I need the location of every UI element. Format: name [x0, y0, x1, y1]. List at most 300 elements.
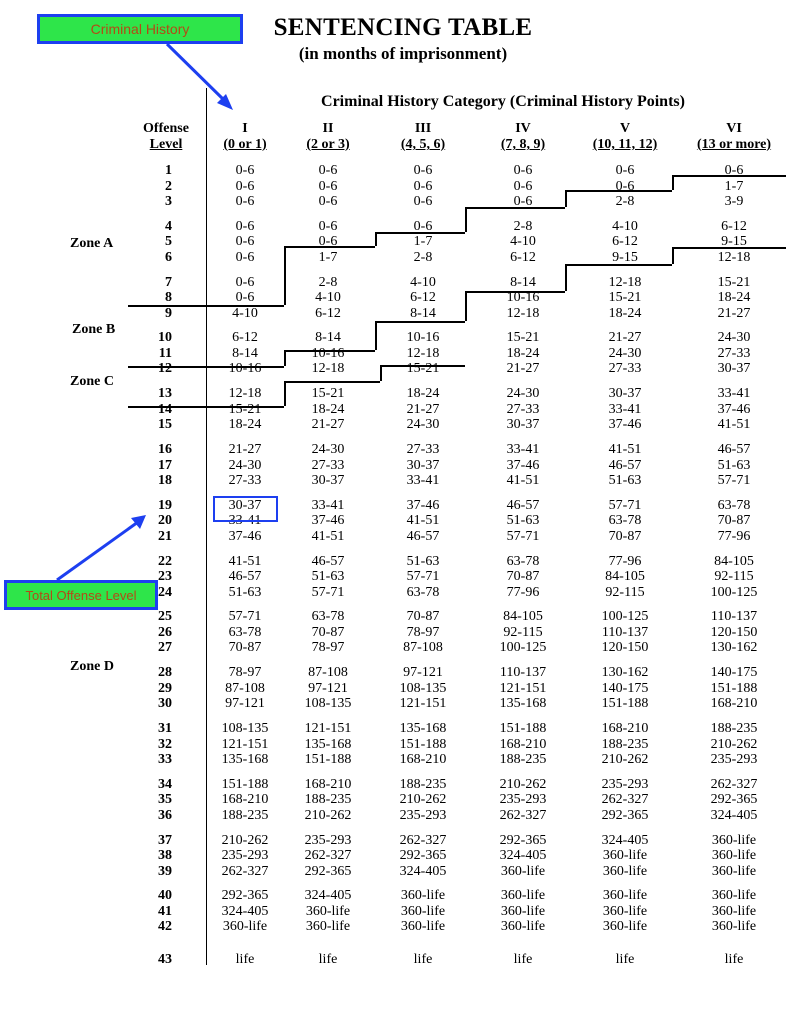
sentence-range-cell: life	[235, 952, 255, 967]
sentence-range-cell: 292-365	[601, 807, 649, 823]
column-points: (2 or 3)	[306, 137, 350, 152]
offense-level-cell: 11	[158, 345, 172, 361]
sentence-range-cell: 324-405	[710, 807, 758, 823]
sentence-range-cell: 10-16	[406, 330, 440, 346]
zone-a-label: Zone A	[70, 236, 114, 251]
offense-level-cell: 29	[158, 680, 172, 696]
offense-level-cell: 3	[165, 194, 172, 209]
sentence-range-cell: 21-27	[506, 361, 540, 377]
column-roman: I	[242, 121, 248, 136]
sentence-range-cell: 9-15	[612, 249, 638, 265]
sentence-range-cell: 135-168	[221, 752, 269, 767]
sentence-range-cell: 15-21	[406, 361, 440, 377]
sentence-range-cell: 235-293	[221, 848, 269, 864]
offense-level-cell: 41	[158, 903, 172, 919]
sentence-range-cell: 360-life	[711, 919, 757, 935]
sentence-range-cell: 360-life	[400, 888, 446, 904]
sentence-range-cell: 121-151	[221, 736, 269, 752]
sentence-range-cell: 120-150	[601, 640, 649, 656]
sentence-range-cell: 135-168	[304, 736, 352, 752]
sentence-range-cell: 110-137	[499, 665, 547, 681]
sentence-range-cell: 12-18	[717, 249, 751, 265]
sentence-range-cell: 97-121	[403, 665, 443, 681]
sentence-range-cell: 2-8	[413, 249, 433, 265]
zone-d-label: Zone D	[70, 659, 114, 674]
sentence-range-cell: 46-57	[717, 442, 751, 457]
sentence-range-cell: 4-10	[410, 274, 436, 290]
sentence-range-cell: 46-57	[608, 457, 642, 473]
column-roman: VI	[726, 121, 742, 136]
sentence-range-cell: 360-life	[711, 888, 757, 904]
sentence-range-cell: 135-168	[399, 721, 447, 736]
offense-level-arrow	[57, 522, 138, 580]
sentence-range-cell: 210-262	[499, 776, 547, 792]
sentence-range-cell: 120-150	[710, 624, 758, 640]
sentence-range-cell: 37-46	[608, 417, 642, 433]
sentence-range-cell: 100-125	[499, 640, 547, 656]
sentence-range-cell: 46-57	[228, 569, 262, 585]
sentence-range-cell: 15-21	[506, 330, 540, 346]
sentence-range-cell: 262-327	[221, 863, 269, 879]
sentence-range-cell: 77-96	[506, 584, 540, 600]
sentence-range-cell: 360-life	[602, 903, 648, 919]
sentence-range-cell: 6-12	[315, 305, 341, 321]
sentence-range-cell: 360-life	[500, 903, 546, 919]
sentence-range-cell: 168-210	[399, 752, 447, 767]
sentence-range-cell: 0-6	[413, 218, 433, 234]
sentence-range-cell: 0-6	[318, 178, 338, 194]
sentence-range-cell: 0-6	[318, 163, 338, 178]
sentence-range-cell: 15-21	[228, 401, 262, 417]
sentence-range-cell: 0-6	[724, 163, 744, 178]
sentence-range-cell: 33-41	[311, 497, 345, 513]
sentence-range-cell: 210-262	[304, 807, 352, 823]
sentence-range-cell: 18-24	[717, 290, 751, 306]
offense-level-cell: 10	[158, 330, 172, 346]
column-roman: II	[322, 121, 334, 136]
sentence-range-cell: 92-115	[714, 569, 754, 585]
sentence-range-cell: 360-life	[305, 919, 351, 935]
sentence-range-cell: 51-63	[228, 584, 262, 600]
sentence-range-cell: life	[318, 952, 338, 967]
column-points: (10, 11, 12)	[592, 137, 658, 152]
offense-level-cell: 7	[165, 274, 172, 290]
sentence-range-cell: 12-18	[228, 386, 262, 402]
offense-level-cell: 19	[158, 497, 172, 513]
sentence-range-cell: 41-51	[608, 442, 642, 457]
column-header-vi	[674, 121, 794, 153]
sentence-range-cell: 2-8	[318, 274, 338, 290]
sentence-range-cell: 110-137	[601, 624, 649, 640]
sentence-range-cell: 121-151	[304, 721, 352, 736]
sentence-range-cell: 78-97	[311, 640, 345, 656]
column-header-v	[565, 121, 685, 153]
sentence-range-cell: 235-293	[499, 792, 547, 808]
sentence-range-cell: 360-life	[500, 863, 546, 879]
sentence-range-cell: 0-6	[235, 249, 255, 265]
sentence-range-cell: 21-27	[311, 417, 345, 433]
sentence-range-cell: 324-405	[221, 903, 269, 919]
sentence-range-cell: 100-125	[710, 584, 758, 600]
sentence-range-cell: 24-30	[311, 442, 345, 457]
sentence-range-cell: 15-21	[311, 386, 345, 402]
sentence-range-cell: 4-10	[232, 305, 258, 321]
sentence-range-cell: 30-37	[311, 473, 345, 488]
sentence-range-cell: 0-6	[413, 178, 433, 194]
sentence-range-cell: 27-33	[506, 401, 540, 417]
sentence-range-cell: 37-46	[406, 497, 440, 513]
sentence-range-cell: 135-168	[499, 696, 547, 712]
sentence-range-cell: 46-57	[311, 553, 345, 569]
sentence-range-cell: 100-125	[601, 609, 649, 625]
sentence-range-cell: 168-210	[499, 736, 547, 752]
sentence-range-cell: 151-188	[710, 680, 758, 696]
sentence-range-cell: 12-18	[406, 345, 440, 361]
sentence-range-cell: 41-51	[406, 513, 440, 529]
sentence-range-cell: 168-210	[221, 792, 269, 808]
offense-level-cell: 16	[158, 442, 172, 457]
sentence-range-cell: 262-327	[710, 776, 758, 792]
sentence-range-cell: 0-6	[413, 194, 433, 209]
sentence-range-cell: 33-41	[608, 401, 642, 417]
sentence-range-cell: 57-71	[406, 569, 440, 585]
sentence-range-cell: 41-51	[311, 528, 345, 544]
sentence-range-cell: 3-9	[724, 194, 744, 209]
offense-level-cell: 15	[158, 417, 172, 433]
sentence-range-cell: 0-6	[318, 234, 338, 250]
sentence-range-cell: 33-41	[228, 513, 262, 529]
sentence-range-cell: 70-87	[228, 640, 262, 656]
sentence-range-cell: 235-293	[601, 776, 649, 792]
sentence-range-cell: 0-6	[513, 163, 533, 178]
sentence-range-cell: 210-262	[601, 752, 649, 767]
sentence-range-cell: 210-262	[399, 792, 447, 808]
offense-level-cell: 8	[165, 290, 172, 306]
sentence-range-cell: 21-27	[717, 305, 751, 321]
sentence-range-cell: 21-27	[406, 401, 440, 417]
offense-level-cell: 6	[165, 249, 172, 265]
sentence-range-cell: 37-46	[506, 457, 540, 473]
sentence-range-cell: 63-78	[311, 609, 345, 625]
sentence-range-cell: 30-37	[608, 386, 642, 402]
sentence-range-cell: 15-21	[608, 290, 642, 306]
sentence-range-cell: 292-365	[304, 863, 352, 879]
page-title: SENTENCING TABLE	[273, 14, 533, 41]
sentence-range-cell: 30-37	[406, 457, 440, 473]
sentence-range-cell: 360-life	[305, 903, 351, 919]
sentence-range-cell: 151-188	[601, 696, 649, 712]
sentence-range-cell: 1-7	[318, 249, 338, 265]
sentence-range-cell: 1-7	[413, 234, 433, 250]
sentence-range-cell: 78-97	[406, 624, 440, 640]
sentence-range-cell: 37-46	[228, 528, 262, 544]
sentence-range-cell: 24-30	[717, 330, 751, 346]
sentence-range-cell: 324-405	[304, 888, 352, 904]
sentence-range-cell: 92-115	[503, 624, 543, 640]
sentence-range-cell: 262-327	[304, 848, 352, 864]
sentence-range-cell: 46-57	[506, 497, 540, 513]
sentence-range-cell: 57-71	[717, 473, 751, 488]
criminal-history-category-heading: Criminal History Category (Criminal History Points)	[321, 93, 685, 110]
sentence-range-cell: 235-293	[399, 807, 447, 823]
sentence-range-cell: 360-life	[400, 919, 446, 935]
sentence-range-cell: 262-327	[601, 792, 649, 808]
sentence-range-cell: 84-105	[503, 609, 543, 625]
sentence-range-cell: 0-6	[235, 274, 255, 290]
sentence-range-cell: 18-24	[608, 305, 642, 321]
column-roman: IV	[515, 121, 531, 136]
sentence-range-cell: 63-78	[406, 584, 440, 600]
sentence-range-cell: 33-41	[406, 473, 440, 488]
sentence-range-cell: 41-51	[228, 553, 262, 569]
sentence-range-cell: life	[615, 952, 635, 967]
sentence-range-cell: 0-6	[235, 290, 255, 306]
offense-level-cell: 21	[158, 528, 172, 544]
sentence-range-cell: 10-16	[506, 290, 540, 306]
column-roman: III	[414, 121, 432, 136]
sentence-range-cell: 70-87	[406, 609, 440, 625]
sentence-range-cell: 46-57	[406, 528, 440, 544]
sentence-range-cell: 360-life	[602, 919, 648, 935]
sentence-range-cell: 0-6	[513, 194, 533, 209]
sentence-range-cell: 21-27	[228, 442, 262, 457]
sentence-range-cell: life	[724, 952, 744, 967]
sentence-range-cell: 324-405	[499, 848, 547, 864]
sentence-range-cell: 235-293	[304, 832, 352, 848]
sentence-range-cell: 188-235	[221, 807, 269, 823]
zone-boundary-segment	[284, 381, 380, 383]
column-roman: V	[619, 121, 631, 136]
offense-level-cell: 4	[165, 218, 172, 234]
sentence-range-cell: 12-18	[311, 361, 345, 377]
zone-c-label: Zone C	[70, 374, 114, 389]
total-offense-level-callout: Total Offense Level	[4, 580, 158, 610]
sentence-range-cell: 87-108	[308, 665, 348, 681]
sentence-range-cell: 188-235	[499, 752, 547, 767]
sentence-range-cell: 37-46	[717, 401, 751, 417]
sentence-range-cell: 27-33	[717, 345, 751, 361]
sentence-range-cell: 18-24	[228, 417, 262, 433]
sentence-range-cell: 6-12	[612, 234, 638, 250]
sentence-range-cell: 84-105	[714, 553, 754, 569]
sentence-range-cell: 210-262	[221, 832, 269, 848]
sentence-range-cell: 292-365	[399, 848, 447, 864]
sentence-range-cell: 30-37	[506, 417, 540, 433]
sentence-range-cell: 130-162	[710, 640, 758, 656]
sentence-range-cell: 57-71	[228, 609, 262, 625]
sentence-range-cell: 12-18	[608, 274, 642, 290]
sentence-range-cell: 0-6	[235, 218, 255, 234]
offense-level-cell: 34	[158, 776, 172, 792]
offense-level-cell: 38	[158, 848, 172, 864]
sentence-range-cell: 84-105	[605, 569, 645, 585]
offense-level-cell: 36	[158, 807, 172, 823]
sentence-range-cell: 33-41	[506, 442, 540, 457]
criminal-history-callout: Criminal History	[37, 14, 243, 44]
sentence-range-cell: 1-7	[724, 178, 744, 194]
sentence-range-cell: 97-121	[308, 680, 348, 696]
sentence-range-cell: 235-293	[710, 752, 758, 767]
sentence-range-cell: 18-24	[311, 401, 345, 417]
sentence-range-cell: 292-365	[710, 792, 758, 808]
sentence-range-cell: 37-46	[311, 513, 345, 529]
sentence-range-cell: 63-78	[228, 624, 262, 640]
sentence-range-cell: 18-24	[406, 386, 440, 402]
sentence-range-cell: 97-121	[225, 696, 265, 712]
sentence-range-cell: 51-63	[608, 473, 642, 488]
highlighted-cell-box	[213, 496, 278, 522]
sentence-range-cell: 262-327	[499, 807, 547, 823]
offense-level-cell: 37	[158, 832, 172, 848]
sentence-range-cell: 87-108	[403, 640, 443, 656]
sentence-range-cell: 30-37	[228, 497, 262, 513]
sentence-range-cell: 360-life	[711, 832, 757, 848]
sentence-range-cell: 57-71	[311, 584, 345, 600]
sentence-range-cell: 360-life	[602, 848, 648, 864]
sentence-range-cell: 360-life	[500, 919, 546, 935]
sentence-range-cell: 92-115	[605, 584, 645, 600]
sentence-range-cell: 2-8	[513, 218, 533, 234]
sentence-range-cell: 41-51	[506, 473, 540, 488]
offense-level-cell: 28	[158, 665, 172, 681]
sentence-range-cell: 168-210	[710, 696, 758, 712]
sentence-range-cell: 51-63	[311, 569, 345, 585]
sentence-range-cell: 108-135	[304, 696, 352, 712]
zone-b-label: Zone B	[72, 322, 116, 337]
sentence-range-cell: 121-151	[499, 680, 547, 696]
column-points: (7, 8, 9)	[500, 137, 546, 152]
offense-level-cell: 17	[158, 457, 172, 473]
sentence-range-cell: 0-6	[413, 163, 433, 178]
sentence-range-cell: 151-188	[304, 752, 352, 767]
sentence-range-cell: 27-33	[228, 473, 262, 488]
sentence-range-cell: 24-30	[608, 345, 642, 361]
sentence-range-cell: 70-87	[608, 528, 642, 544]
offense-level-cell: 24	[158, 584, 172, 600]
sentence-range-cell: 188-235	[399, 776, 447, 792]
sentence-range-cell: 151-188	[221, 776, 269, 792]
sentence-range-cell: 8-14	[315, 330, 341, 346]
sentence-range-cell: 6-12	[232, 330, 258, 346]
offense-level-cell: 30	[158, 696, 172, 712]
sentence-range-cell: 108-135	[399, 680, 447, 696]
offense-level-cell: 22	[158, 553, 172, 569]
offense-level-cell: 5	[165, 234, 172, 250]
sentence-range-cell: 10-16	[228, 361, 262, 377]
sentence-range-cell: 77-96	[717, 528, 751, 544]
sentence-range-cell: 210-262	[710, 736, 758, 752]
offense-level-cell: 20	[158, 513, 172, 529]
sentence-range-cell: 4-10	[612, 218, 638, 234]
sentence-range-cell: 0-6	[513, 178, 533, 194]
sentence-range-cell: 8-14	[510, 274, 536, 290]
offense-level-cell: 33	[158, 752, 172, 767]
sentence-range-cell: 262-327	[399, 832, 447, 848]
offense-level-cell: 14	[158, 401, 172, 417]
sentence-range-cell: 8-14	[410, 305, 436, 321]
offense-level-cell: 1	[165, 163, 172, 178]
sentence-range-cell: 151-188	[399, 736, 447, 752]
sentence-range-cell: 0-6	[615, 163, 635, 178]
sentence-range-cell: 360-life	[711, 848, 757, 864]
sentence-range-cell: 188-235	[304, 792, 352, 808]
sentence-range-cell: 24-30	[406, 417, 440, 433]
sentence-range-cell: 57-71	[608, 497, 642, 513]
sentence-range-cell: 0-6	[615, 178, 635, 194]
sentence-range-cell: 360-life	[711, 863, 757, 879]
sentence-range-cell: 360-life	[711, 903, 757, 919]
page-subtitle: (in months of imprisonment)	[298, 44, 508, 63]
sentence-range-cell: 41-51	[717, 417, 751, 433]
sentence-range-cell: 2-8	[615, 194, 635, 209]
sentence-range-cell: 21-27	[608, 330, 642, 346]
offense-header-line1: Offense	[143, 121, 189, 136]
sentence-range-cell: life	[413, 952, 433, 967]
sentence-range-cell: 324-405	[601, 832, 649, 848]
sentence-range-cell: 121-151	[399, 696, 447, 712]
sentence-range-cell: 51-63	[406, 553, 440, 569]
sentence-range-cell: 4-10	[510, 234, 536, 250]
sentence-range-cell: 27-33	[608, 361, 642, 377]
sentence-range-cell: 360-life	[602, 888, 648, 904]
offense-level-cell: 43	[158, 952, 172, 967]
sentence-range-cell: 27-33	[406, 442, 440, 457]
sentence-range-cell: 360-life	[500, 888, 546, 904]
sentence-range-cell: 140-175	[710, 665, 758, 681]
sentence-range-cell: 63-78	[717, 497, 751, 513]
column-points: (4, 5, 6)	[400, 137, 446, 152]
sentence-range-cell: 360-life	[602, 863, 648, 879]
sentence-range-cell: 292-365	[499, 832, 547, 848]
sentence-range-cell: 24-30	[228, 457, 262, 473]
sentence-range-cell: 24-30	[506, 386, 540, 402]
sentence-range-cell: 4-10	[315, 290, 341, 306]
sentence-range-cell: 130-162	[601, 665, 649, 681]
sentence-range-cell: 0-6	[235, 234, 255, 250]
sentence-range-cell: 10-16	[311, 345, 345, 361]
sentence-range-cell: 63-78	[506, 553, 540, 569]
sentence-range-cell: 6-12	[510, 249, 536, 265]
sentence-range-cell: 110-137	[710, 609, 758, 625]
sentence-range-cell: 6-12	[410, 290, 436, 306]
sentence-range-cell: 33-41	[717, 386, 751, 402]
column-points: (13 or more)	[696, 137, 772, 152]
sentence-range-cell: 108-135	[221, 721, 269, 736]
sentence-range-cell: 0-6	[318, 194, 338, 209]
sentence-range-cell: 188-235	[601, 736, 649, 752]
sentence-range-cell: 9-15	[721, 234, 747, 250]
offense-level-cell: 31	[158, 721, 172, 736]
offense-level-cell: 27	[158, 640, 172, 656]
sentence-range-cell: 292-365	[221, 888, 269, 904]
sentence-range-cell: 360-life	[400, 903, 446, 919]
sentence-range-cell: 0-6	[235, 178, 255, 194]
offense-level-cell: 9	[165, 305, 172, 321]
zone-boundary-segment	[375, 321, 465, 323]
sentence-range-cell: 360-life	[222, 919, 268, 935]
sentence-range-cell: 188-235	[710, 721, 758, 736]
sentence-range-cell: 30-37	[717, 361, 751, 377]
offense-level-cell: 13	[158, 386, 172, 402]
sentence-range-cell: 0-6	[235, 163, 255, 178]
sentence-range-cell: 78-97	[228, 665, 262, 681]
offense-level-cell: 2	[165, 178, 172, 194]
sentence-range-cell: life	[513, 952, 533, 967]
offense-level-cell: 39	[158, 863, 172, 879]
offense-level-cell: 18	[158, 473, 172, 488]
offense-level-cell: 25	[158, 609, 172, 625]
sentence-range-cell: 15-21	[717, 274, 751, 290]
